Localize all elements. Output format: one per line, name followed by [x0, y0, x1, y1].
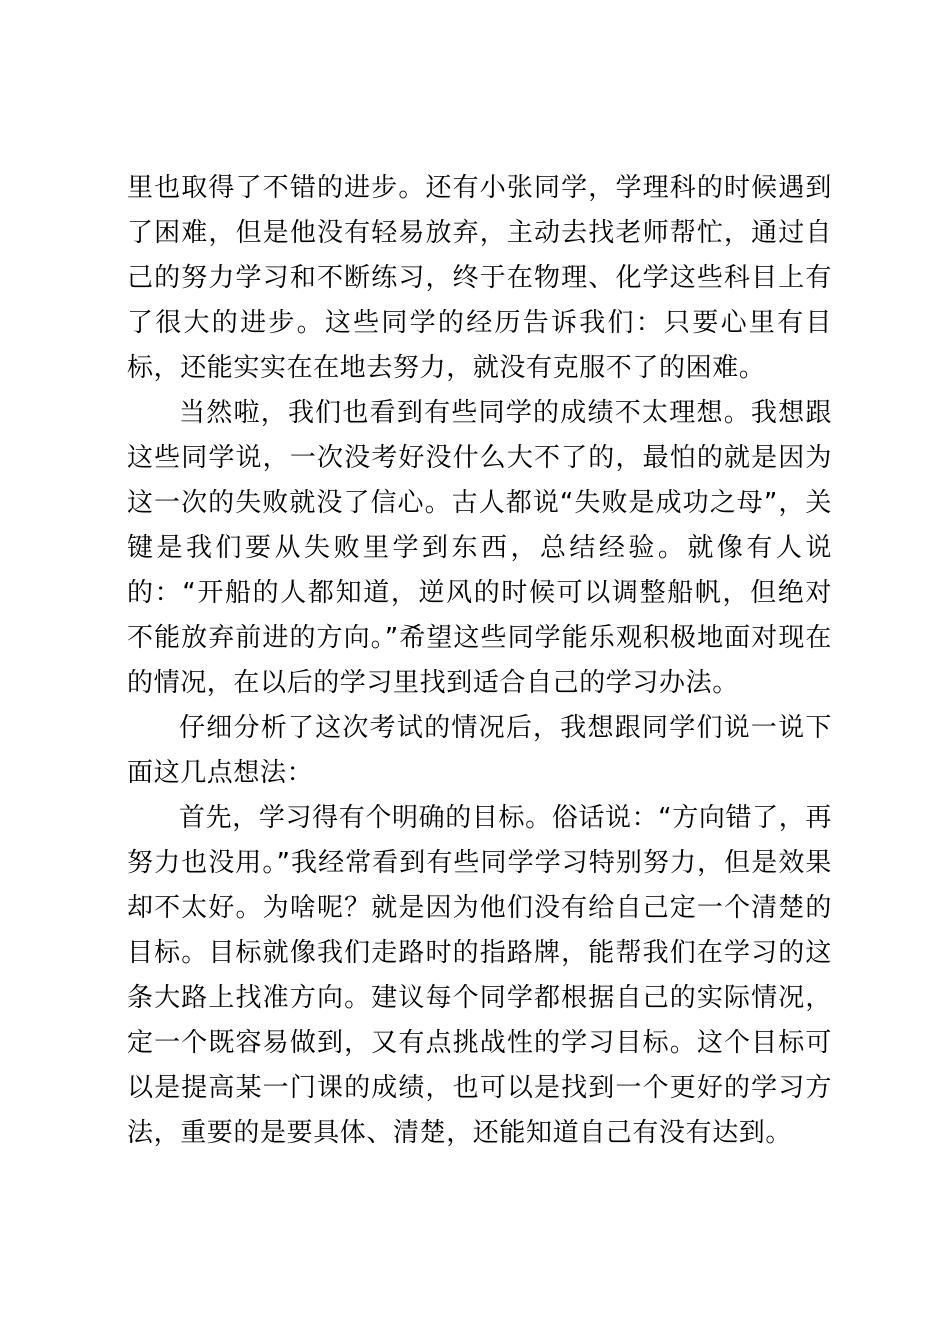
paragraph-2: 当然啦，我们也看到有些同学的成绩不太理想。我想跟这些同学说，一次没考好没什么大不了的，最怕的就是因为这一次的失败就没了信心。古人都说“失败是成功之母”，关键是我们要从失败里学到东西，总结经验。就像有人说的：“开船的人都知道，逆风的时候可以调整船帆，但绝对不能放弃前进的方向。”希望这些同学能乐观积极地面对现在的情况，在以后的学习里找到适合自己的学习办法。 [127, 398, 832, 698]
body-text [127, 166, 832, 1156]
paragraph-1: 里也取得了不错的进步。还有小张同学，学理科的时候遇到了困难，但是他没有轻易放弃，主动去找老师帮忙，通过自己的努力学习和不断练习，终于在物理、化学这些科目上有了很大的进步。这些同学的经历告诉我们：只要心里有目标，还能实实在在地去努力，就没有克服不了的困难。 [127, 173, 832, 383]
paragraph-4: 首先，学习得有个明确的目标。俗话说：“方向错了，再努力也没用。”我经常看到有些同学学习特别努力，但是效果却不太好。为啥呢？就是因为他们没有给自己定一个清楚的目标。目标就像我们走路时的指路牌，能帮我们在学习的这条大路上找准方向。建议每个同学都根据自己的实际情况，定一个既容易做到，又有点挑战性的学习目标。这个目标可以是提高某一门课的成绩，也可以是找到一个更好的学习方法，重要的是要具体、清楚，还能知道自己有没有达到。 [127, 803, 832, 1148]
paragraph-3: 仔细分析了这次考试的情况后，我想跟同学们说一说下面这几点想法： [127, 713, 832, 788]
